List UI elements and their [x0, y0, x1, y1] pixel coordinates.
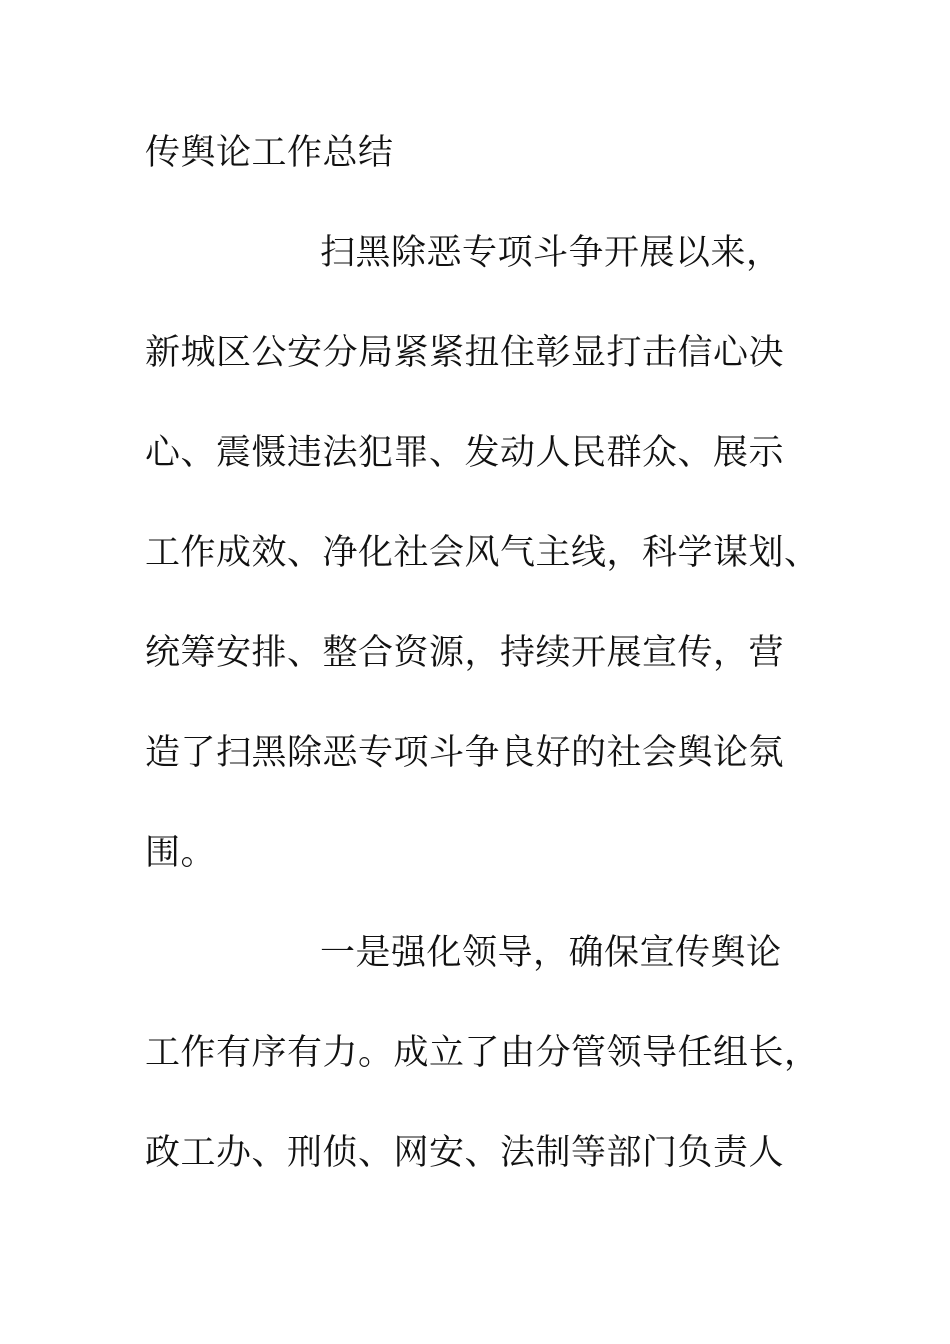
paragraph-line: 工作成效、净化社会风气主线，科学谋划、 [145, 533, 820, 573]
paragraph-line: 工作有序有力。成立了由分管领导任组长， [145, 1033, 820, 1073]
paragraph-line: 心、震慑违法犯罪、发动人民群众、展示 [145, 433, 785, 473]
paragraph-line: 新城区公安分局紧紧扭住彰显打击信心决 [145, 333, 785, 373]
paragraph-line: 统筹安排、整合资源，持续开展宣传，营 [145, 633, 785, 673]
paragraph-line: 一是强化领导，确保宣传舆论 [320, 933, 782, 973]
paragraph-line: 围。 [145, 833, 217, 873]
paragraph-line: 扫黑除恶专项斗争开展以来， [320, 233, 782, 273]
paragraph-line: 造了扫黑除恶专项斗争良好的社会舆论氛 [145, 733, 785, 773]
document-title-line: 传舆论工作总结 [145, 133, 394, 173]
paragraph-line: 政工办、刑侦、网安、法制等部门负责人 [145, 1133, 785, 1173]
